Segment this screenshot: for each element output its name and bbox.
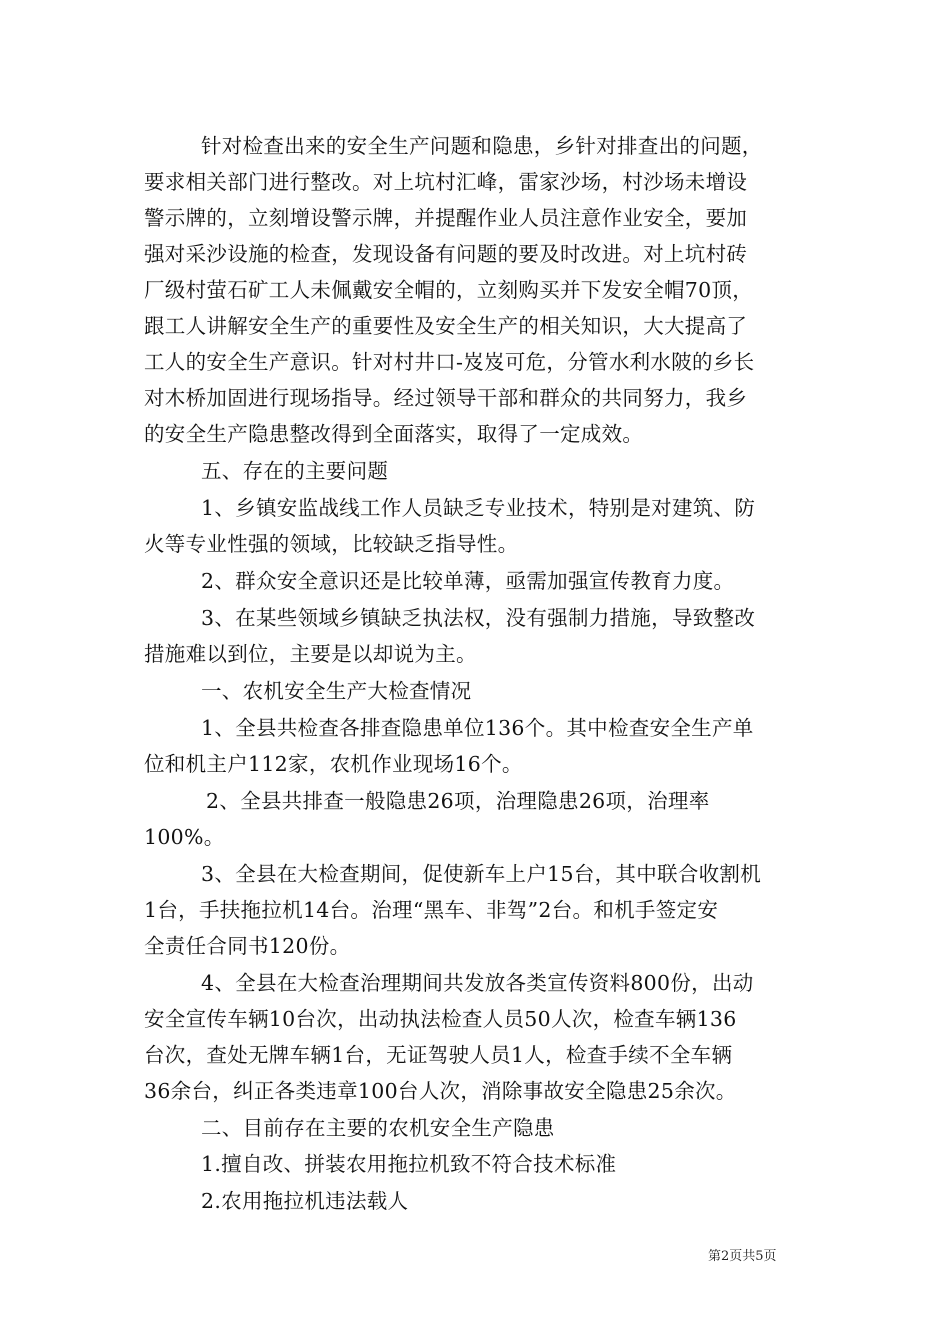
text-line: 1、乡镇安监战线工作人员缺乏专业技术，特别是对建筑、防 [201, 496, 756, 520]
text-line: 1.擅自改、拼装农用拖拉机致不符合技术标准 [201, 1152, 617, 1176]
text-line: 3、全县在大检查期间，促使新车上户15台，其中联合收割机 [201, 862, 762, 886]
text-line: 措施难以到位，主要是以却说为主。 [144, 642, 477, 666]
page-number: 第2页共5页 [708, 1249, 777, 1264]
text-line: 2.农用拖拉机违法载人 [201, 1189, 409, 1213]
text-line: 针对检查出来的安全生产问题和隐患，乡针对排查出的问题， [201, 134, 763, 158]
text-line: 的安全生产隐患整改得到全面落实，取得了一定成效。 [144, 422, 644, 446]
text-line: 台次，查处无牌车辆1台，无证驾驶人员1人，检查手续不全车辆 [144, 1043, 733, 1067]
section-heading: 五、存在的主要问题 [201, 459, 389, 483]
section-heading: 一、农机安全生产大检查情况 [201, 679, 472, 703]
text-line: 2、群众安全意识还是比较单薄，亟需加强宣传教育力度。 [201, 569, 735, 593]
section-heading: 二、目前存在主要的农机安全生产隐患 [201, 1116, 555, 1140]
text-line: 100%。 [144, 825, 225, 849]
text-line: 1台，手扶拖拉机14台。治理“黑车、非驾”2台。和机手签定安 [144, 898, 719, 922]
text-line: 4、全县在大检查治理期间共发放各类宣传资料800份，出动 [201, 971, 754, 995]
text-line: 火等专业性强的领域，比较缺乏指导性。 [144, 532, 519, 556]
text-line: 厂级村萤石矿工人未佩戴安全帽的，立刻购买并下发安全帽70顶， [144, 278, 754, 302]
text-line: 3、在某些领域乡镇缺乏执法权，没有强制力措施，导致整改 [201, 606, 756, 630]
text-line: 工人的安全生产意识。针对村井口-岌岌可危，分管水利水陂的乡长 [144, 350, 755, 374]
text-line: 位和机主户112家，农机作业现场16个。 [144, 752, 523, 776]
text-line: 跟工人讲解安全生产的重要性及安全生产的相关知识，大大提高了 [144, 314, 748, 338]
text-line: 警示牌的，立刻增设警示牌，并提醒作业人员注意作业安全，要加 [144, 206, 748, 230]
text-line: 36余台，纠正各类违章100台人次，消除事故安全隐患25余次。 [144, 1079, 737, 1103]
text-line: 强对采沙设施的检查，发现设备有问题的要及时改进。对上坑村砖 [144, 242, 748, 266]
text-line: 要求相关部门进行整改。对上坑村汇峰，雷家沙场，村沙场未增设 [144, 170, 748, 194]
text-line: 1、全县共检查各排查隐患单位136个。其中检查安全生产单 [201, 716, 754, 740]
text-line: 2、全县共排查一般隐患26项，治理隐患26项，治理率 [206, 789, 710, 813]
text-line: 对木桥加固进行现场指导。经过领导干部和群众的共同努力，我乡 [144, 386, 748, 410]
text-line: 全责任合同书120份。 [144, 934, 351, 958]
text-line: 安全宣传车辆10台次，出动执法检查人员50人次，检查车辆136 [144, 1007, 737, 1031]
